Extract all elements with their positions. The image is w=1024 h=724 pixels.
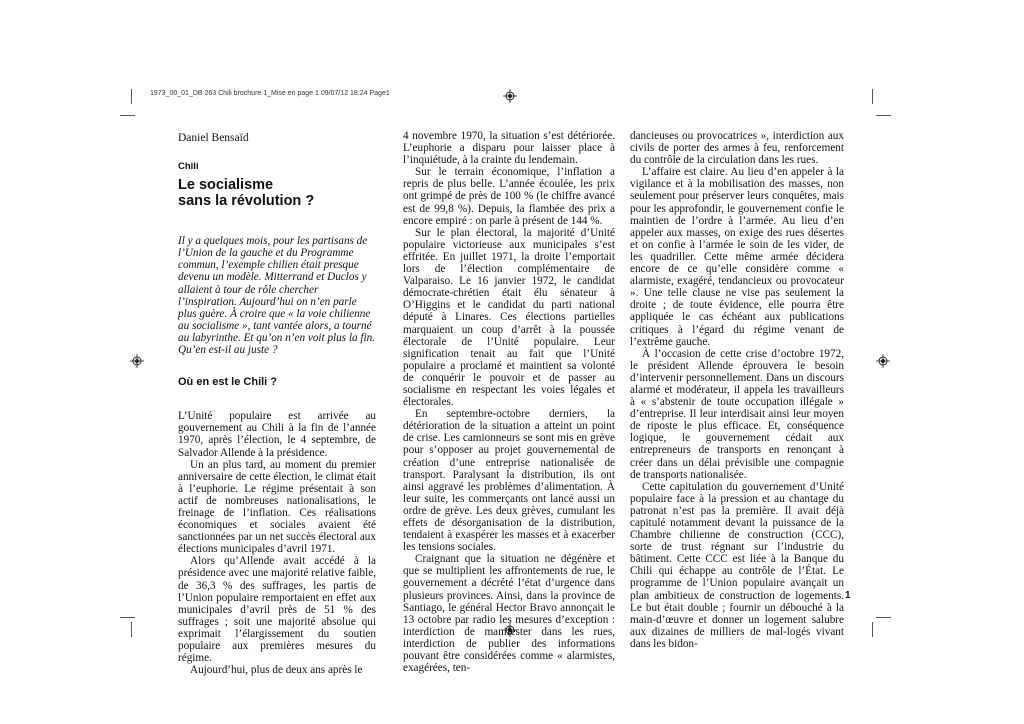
body-paragraph: L’affaire est claire. Au lieu d’en appeler à la vigilance et à la mobilisation des masses, non seulement pour préserver leurs conquêtes, mais pour les approfondir, le gouvernement confie le maintien de l’ordre à l’armée. Au lieu d’en appeler aux masses, on exige des rues désertes et on confie à l’armée le soin de les vider, de les quadriller. Cette même armée décidera encore de ce qu’elle considère comme « alarmiste, exagéré, tendancieux ou provocateur ». Une telle clause ne vise pas seulement la droite ; de toute évidence, elle pourra être appliquée le cas échéant aux publications critiques à l’égard du régime venant de l’extrême gauche.: [630, 166, 844, 348]
column-2: [403, 130, 615, 674]
registration-mark-icon: [876, 354, 890, 368]
crop-mark: [120, 617, 135, 618]
crop-mark: [872, 622, 873, 637]
body-paragraph: Cette capitulation du gouvernement d’Unité populaire face à la pression et au chantage du patronat n’est pas la première. Il avait déjà capitulé notamment devant la puissance de la Chambre chilienne de construction (CCC), sorte de trust régnant sur l’industrie du bâtiment. Cette CCC est liée à la Banque du Chili qui échappe au contrôle de l’État. Le programme de l’Union populaire avançait un plan ambitieux de construction de logements. Le but était double ; fournir un débouché à la main-d’œuvre et donner un logement salubre aux dizaines de milliers de mal-logés vivant dans les bidon-: [630, 480, 844, 650]
body-paragraph: Un an plus tard, au moment du premier anniversaire de cette élection, le climat était à l’euphorie. Le régime présentait à son actif de nombreuses nationalisations, le freinage de l’inflation. Ces réalisations économiques et sociales avaient été sanctionnées par un net succès électoral aux élections municipales d’avril 1971.: [178, 458, 376, 556]
body-paragraph: Craignant que la situation ne dégénère et que se multiplient les affrontements de rue, le gouvernement a décrété l’état d’urgence dans plusieurs provinces. Ainsi, dans la province de Santiago, le général Hector Bravo annonçait le 13 octobre par radio les mesures d’exception : interdiction de manifester dans les rues, interdiction de publier des informations pouvant être considérées comme « alarmistes, exagérées, ten-: [403, 553, 615, 675]
crop-mark: [876, 617, 891, 618]
crop-mark: [131, 622, 132, 637]
body-paragraph: 4 novembre 1970, la situation s’est détériorée. L’euphorie a disparu pour laisser place à l’inquiétude, à la crainte du lendemain.: [403, 130, 615, 167]
body-paragraph: À l’occasion de cette crise d’octobre 1972, le président Allende éprouvera le besoin d’intervenir personnellement. Dans un discours alarmé et modérateur, il appela les travailleurs à « s’abstenir de toute occupation illégale » d’entreprise. Il leur interdisait ainsi leur moyen de riposte le plus efficace. Et, conséquence logique, le gouvernement cédait aux entrepreneurs de transports en renonçant à créer dans un délai prévisible une compagnie de transports nationalisée.: [630, 347, 844, 481]
body-paragraph: L’Unité populaire est arrivée au gouvernement au Chili à la fin de l’année 1970, après l’élection, le 4 septembre, de Salvador Allende à la présidence.: [178, 410, 376, 459]
crop-mark: [131, 89, 132, 104]
lead-paragraph: Il y a quelques mois, pour les partisans de l’Union de la gauche et du Programme commun, l’exemple chilien était presque devenu un modèle. Mitterrand et Duclos y allaient à tour de rôle chercher l’inspiration. Aujourd’hui on n’en parle plus guère. À croire que « la voie chilienne au socialisme », tant vantée alors, a tourné au labyrinthe. Et qu’on n’en voit plus la fin. Qu’en est-il au juste ?: [178, 235, 375, 357]
body-paragraph: Sur le plan électoral, la majorité d’Unité populaire victorieuse aux municipales s’est effritée. En juillet 1971, la droite l’emportait lors de l’élection complémentaire de Valparaiso. Le 16 janvier 1972, le candidat démocrate-chrétien était élu sénateur à O’Higgins et le candidat du parti national député à Linares. Ces élections partielles marquaient un coup d’arrêt à la poussée électorale de l’Unité populaire. Leur signification tenait au fait que l’Unité populaire a proclamé et maintient sa volonté de conquérir le pouvoir et de passer au socialisme en respectant les voies légales et électorales.: [403, 226, 615, 409]
section-subhead: Où en est le Chili ?: [178, 376, 278, 389]
body-paragraph: Alors qu’Allende avait accédé à la présidence avec une majorité relative faible, de 36,3 % des suffrages, les partis de l’Union populaire remportaient en effet aux municipales d’avril près de 51 % des suffrages ; soit une majorité absolue qui exprimait l’élargissement du soutien populaire aux premières mesures du régime.: [178, 555, 376, 665]
article-title: [178, 177, 376, 209]
title-line-1: Le socialisme: [178, 177, 274, 194]
print-slug: 1973_00_01_DB 263 Chili brochure 1_Mise en page 1 09/07/12 18:24 Page1: [150, 90, 390, 97]
body-paragraph: Sur le terrain économique, l’inflation a repris de plus belle. L’année écoulée, les prix ont grimpé de près de 100 % (le chiffre avancé est de 99,8 %). Depuis, la flambée des prix a encore empiré : on parle à présent de 144 %.: [403, 166, 615, 227]
column-1: [178, 132, 376, 676]
crop-mark: [872, 89, 873, 104]
body-paragraph: En septembre-octobre derniers, la détérioration de la situation a atteint un point de crise. Les camionneurs se sont mis en grève pour s’opposer au projet gouvernemental de création d’une entreprise nationalisée de transport. Paralysant la distribution, ils ont ainsi aggravé les problèmes d’alimentation. À leur suite, les commerçants ont lancé aussi un ordre de grève. Les deux grèves, cumulant les effets de désorganisation de la distribution, tendaient à exaspérer les masses et à exacerber les tensions sociales.: [403, 408, 615, 554]
title-line-2: sans la révolution ?: [178, 193, 315, 210]
body-paragraph: Aujourd’hui, plus de deux ans après le: [190, 664, 363, 677]
crop-mark: [120, 115, 135, 116]
author-name: Daniel Bensaïd: [178, 132, 249, 144]
column-3: [630, 130, 844, 650]
body-paragraph: dancieuses ou provocatrices », interdiction aux civils de porter des armes à feu, renforcement du contrôle de la circulation dans les rues.: [630, 130, 844, 167]
section-kicker: Chili: [178, 161, 199, 173]
crop-mark: [876, 115, 891, 116]
page-number: 1: [845, 590, 851, 601]
registration-mark-icon: [130, 354, 144, 368]
registration-mark-icon: [503, 89, 517, 103]
